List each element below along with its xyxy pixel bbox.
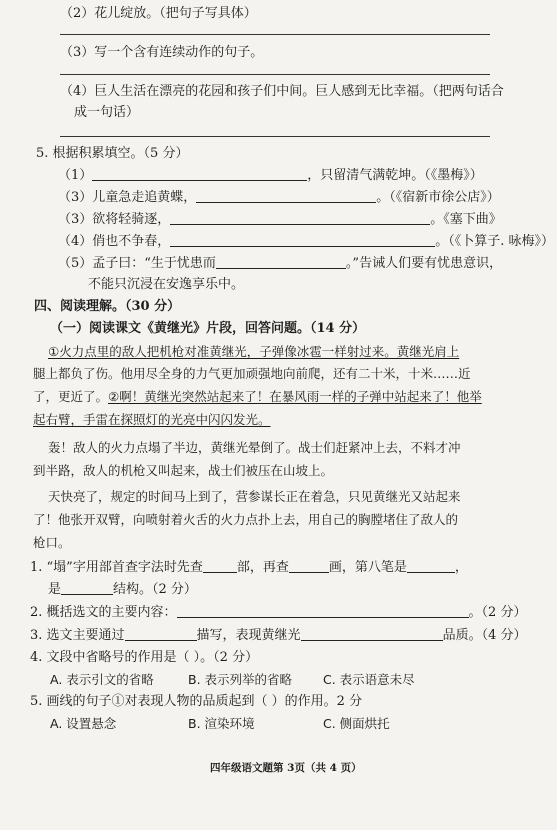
reading-question-4: 4. 文段中省略号的作用是（ ）。（2 分） (30, 650, 259, 665)
blank-line[interactable] (125, 628, 197, 641)
question-2: （2）花儿绽放。（把句子写具体） (60, 6, 257, 21)
blank-line[interactable] (92, 168, 307, 181)
blank-line[interactable] (177, 605, 469, 618)
option-b[interactable]: B. 渲染环境 (188, 716, 255, 731)
fill-blank-2: （3）儿童急走追黄蝶， 。（《宿新市徐公店》） (58, 190, 500, 205)
question-3: （3）写一个含有连续动作的句子。 (60, 45, 264, 60)
option-a[interactable]: A. 表示引文的省略 (50, 672, 154, 687)
passage-line: 了！他张开双臂，向喷射着火舌的火力点扑上去，用自己的胸膛堵住了敌人的 (33, 512, 459, 527)
reading-question-5: 5. 画线的句子①对表现人物的品质起到（ ）的作用。2 分 (30, 694, 363, 709)
blank-line[interactable] (289, 560, 329, 573)
option-c[interactable]: C. 侧面烘托 (323, 716, 390, 731)
blank-line[interactable] (170, 234, 435, 247)
reading-question-3: 3. 选文主要通过 描写，表现黄继光 品质。（4 分） (30, 628, 527, 643)
passage-line: 起右臂，手雷在探照灯的光亮中闪闪发光。 (33, 412, 271, 427)
question-5-title: 5. 根据积累填空。（5 分） (36, 146, 189, 161)
reading-question-1-cont: 是 结构。（2 分） (48, 582, 197, 597)
blank-line[interactable] (301, 628, 443, 641)
fill-blank-5: （5）孟子曰：“生于忧患而 。”告诫人们要有忧患意识， (58, 256, 503, 271)
question-4: （4）巨人生活在漂亮的花园和孩子们中间。巨人感到无比幸福。（把两句话合 (60, 84, 504, 99)
passage-line: 了，更近了。②啊！黄继光突然站起来了！在暴风雨一样的子弹中站起来了！他举 (33, 389, 482, 404)
passage-line: 枪口。 (33, 535, 71, 550)
underlined-sentence: ②啊！黄继光突然站起来了！在暴风雨一样的子弹中站起来了！他举 (108, 389, 482, 404)
passage-line: ①火力点里的敌人把机枪对准黄继光，子弹像冰雹一样射过来。黄继光肩上 (48, 344, 460, 359)
option-b[interactable]: B. 表示列举的省略 (188, 672, 293, 687)
blank-line[interactable] (61, 582, 113, 595)
passage-line: 腿上都负了伤。他用尽全身的力气更加顽强地向前爬，还有二十米，十米……近 (33, 366, 471, 381)
option-a[interactable]: A. 设置悬念 (50, 716, 117, 731)
reading-question-2: 2. 概括选文的主要内容： 。（2 分） (30, 605, 527, 620)
blank-line[interactable] (196, 190, 376, 203)
reading-question-1: 1. “塌”字用部首查字法时先查 部，再查 画，第八笔是 ， (30, 560, 468, 575)
page-footer: 四年级语文题第 3页（共 4 页） (210, 762, 362, 774)
blank-line[interactable] (216, 256, 346, 269)
fill-blank-3: （3）欲将轻骑逐， 。《塞下曲》 (58, 212, 502, 227)
passage-line: 轰！敌人的火力点塌了半边，黄继光晕倒了。战士们赶紧冲上去，不料才冲 (48, 440, 461, 455)
blank-line[interactable] (407, 560, 455, 573)
fill-blank-4: （4）俏也不争春， 。（《卜算子. 咏梅》） (58, 234, 555, 249)
passage-line: 天快亮了，规定的时间马上到了，营参谋长正在着急，只见黄继光又站起来 (48, 489, 461, 504)
blank-line[interactable] (170, 212, 430, 225)
answer-line (60, 34, 490, 35)
section-4-title: 四、阅读理解。（30 分） (34, 299, 181, 314)
answer-line (60, 74, 490, 75)
blank-line[interactable] (203, 560, 237, 573)
question-4-cont: 成一句话） (74, 105, 140, 120)
fill-blank-1: （1） ，只留清气满乾坤。（《墨梅》） (58, 168, 483, 183)
option-c[interactable]: C. 表示语意未尽 (323, 672, 415, 687)
passage-line: 到半路，敌人的机枪又叫起来，战士们被压在山坡上。 (33, 463, 334, 478)
fill-blank-5-cont: 不能只沉浸在安逸享乐中。 (88, 277, 245, 292)
section-4-1-title: （一）阅读课文《黄继光》片段，回答问题。（14 分） (50, 321, 366, 336)
answer-line (60, 136, 490, 137)
